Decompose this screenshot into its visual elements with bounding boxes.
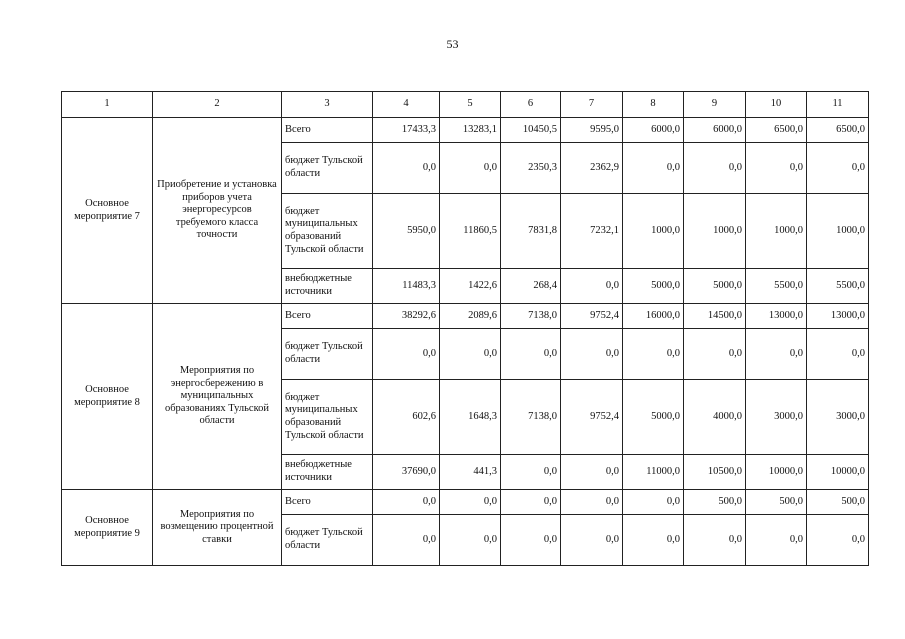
value-cell: 0,0: [807, 329, 869, 380]
value-cell: 13283,1: [440, 118, 501, 143]
value-cell: 0,0: [373, 143, 440, 194]
value-cell: 0,0: [501, 490, 561, 515]
header-cell: 9: [684, 92, 746, 118]
funding-source-cell: Всего: [282, 304, 373, 329]
value-cell: 602,6: [373, 380, 440, 455]
value-cell: 7232,1: [561, 194, 623, 269]
measure-code-cell: Основное мероприятие 7: [62, 118, 153, 304]
value-cell: 0,0: [561, 455, 623, 490]
value-cell: 10500,0: [684, 455, 746, 490]
value-cell: 2362,9: [561, 143, 623, 194]
value-cell: 1422,6: [440, 269, 501, 304]
value-cell: 3000,0: [746, 380, 807, 455]
measure-code-cell: Основное мероприятие 9: [62, 490, 153, 566]
funding-source-cell: бюджет муниципальных образований Тульской области: [282, 380, 373, 455]
measure-title-cell: Мероприятия по энергосбережению в муниципальных образованиях Тульской области: [153, 304, 282, 490]
value-cell: 0,0: [373, 515, 440, 566]
value-cell: 5000,0: [623, 380, 684, 455]
value-cell: 1000,0: [684, 194, 746, 269]
value-cell: 6500,0: [746, 118, 807, 143]
measure-title-cell: Приобретение и установка приборов учета энергоресурсов требуемого класса точности: [153, 118, 282, 304]
header-cell: 1: [62, 92, 153, 118]
value-cell: 0,0: [623, 143, 684, 194]
value-cell: 0,0: [623, 329, 684, 380]
table-row: [62, 304, 869, 329]
value-cell: 0,0: [684, 143, 746, 194]
value-cell: 1648,3: [440, 380, 501, 455]
value-cell: 9752,4: [561, 304, 623, 329]
value-cell: 4000,0: [684, 380, 746, 455]
value-cell: 1000,0: [746, 194, 807, 269]
value-cell: 0,0: [501, 515, 561, 566]
value-cell: 0,0: [807, 515, 869, 566]
funding-source-cell: бюджет Тульской области: [282, 329, 373, 380]
budget-table: [61, 91, 869, 566]
value-cell: 1000,0: [807, 194, 869, 269]
header-cell: 5: [440, 92, 501, 118]
value-cell: 2089,6: [440, 304, 501, 329]
value-cell: 0,0: [501, 329, 561, 380]
value-cell: 13000,0: [807, 304, 869, 329]
value-cell: 10000,0: [746, 455, 807, 490]
table-row: [62, 490, 869, 515]
value-cell: 0,0: [561, 329, 623, 380]
funding-source-cell: внебюджетные источники: [282, 455, 373, 490]
value-cell: 9595,0: [561, 118, 623, 143]
header-cell: 3: [282, 92, 373, 118]
value-cell: 7138,0: [501, 304, 561, 329]
value-cell: 9752,4: [561, 380, 623, 455]
value-cell: 11483,3: [373, 269, 440, 304]
value-cell: 0,0: [373, 329, 440, 380]
funding-source-cell: Всего: [282, 490, 373, 515]
value-cell: 16000,0: [623, 304, 684, 329]
header-cell: 8: [623, 92, 684, 118]
value-cell: 11000,0: [623, 455, 684, 490]
value-cell: 5000,0: [684, 269, 746, 304]
value-cell: 37690,0: [373, 455, 440, 490]
value-cell: 0,0: [440, 490, 501, 515]
value-cell: 441,3: [440, 455, 501, 490]
measure-code-cell: Основное мероприятие 8: [62, 304, 153, 490]
value-cell: 7138,0: [501, 380, 561, 455]
value-cell: 7831,8: [501, 194, 561, 269]
header-cell: 2: [153, 92, 282, 118]
value-cell: 0,0: [373, 490, 440, 515]
value-cell: 0,0: [684, 515, 746, 566]
value-cell: 5500,0: [807, 269, 869, 304]
value-cell: 0,0: [746, 515, 807, 566]
value-cell: 268,4: [501, 269, 561, 304]
value-cell: 6500,0: [807, 118, 869, 143]
value-cell: 0,0: [684, 329, 746, 380]
table-row: [62, 118, 869, 143]
value-cell: 5500,0: [746, 269, 807, 304]
funding-source-cell: бюджет Тульской области: [282, 515, 373, 566]
value-cell: 38292,6: [373, 304, 440, 329]
value-cell: 5950,0: [373, 194, 440, 269]
value-cell: 0,0: [807, 143, 869, 194]
value-cell: 0,0: [501, 455, 561, 490]
value-cell: 13000,0: [746, 304, 807, 329]
value-cell: 10000,0: [807, 455, 869, 490]
header-cell: 6: [501, 92, 561, 118]
funding-source-cell: внебюджетные источники: [282, 269, 373, 304]
value-cell: 3000,0: [807, 380, 869, 455]
funding-source-cell: бюджет муниципальных образований Тульской области: [282, 194, 373, 269]
value-cell: 0,0: [440, 329, 501, 380]
header-cell: 7: [561, 92, 623, 118]
value-cell: 0,0: [561, 515, 623, 566]
value-cell: 5000,0: [623, 269, 684, 304]
value-cell: 500,0: [746, 490, 807, 515]
value-cell: 0,0: [623, 490, 684, 515]
value-cell: 0,0: [440, 143, 501, 194]
page-number: 53: [446, 37, 459, 51]
header-cell: 10: [746, 92, 807, 118]
value-cell: 17433,3: [373, 118, 440, 143]
value-cell: 11860,5: [440, 194, 501, 269]
value-cell: 0,0: [440, 515, 501, 566]
value-cell: 0,0: [623, 515, 684, 566]
value-cell: 0,0: [561, 490, 623, 515]
value-cell: 6000,0: [623, 118, 684, 143]
value-cell: 10450,5: [501, 118, 561, 143]
funding-source-cell: Всего: [282, 118, 373, 143]
value-cell: 500,0: [807, 490, 869, 515]
value-cell: 500,0: [684, 490, 746, 515]
value-cell: 1000,0: [623, 194, 684, 269]
value-cell: 14500,0: [684, 304, 746, 329]
measure-title-cell: Мероприятия по возмещению процентной ставки: [153, 490, 282, 566]
table-body: [62, 92, 869, 566]
value-cell: 0,0: [561, 269, 623, 304]
header-cell: 4: [373, 92, 440, 118]
header-row: [62, 92, 869, 118]
header-cell: 11: [807, 92, 869, 118]
value-cell: 0,0: [746, 329, 807, 380]
value-cell: 2350,3: [501, 143, 561, 194]
value-cell: 0,0: [746, 143, 807, 194]
funding-source-cell: бюджет Тульской области: [282, 143, 373, 194]
value-cell: 6000,0: [684, 118, 746, 143]
